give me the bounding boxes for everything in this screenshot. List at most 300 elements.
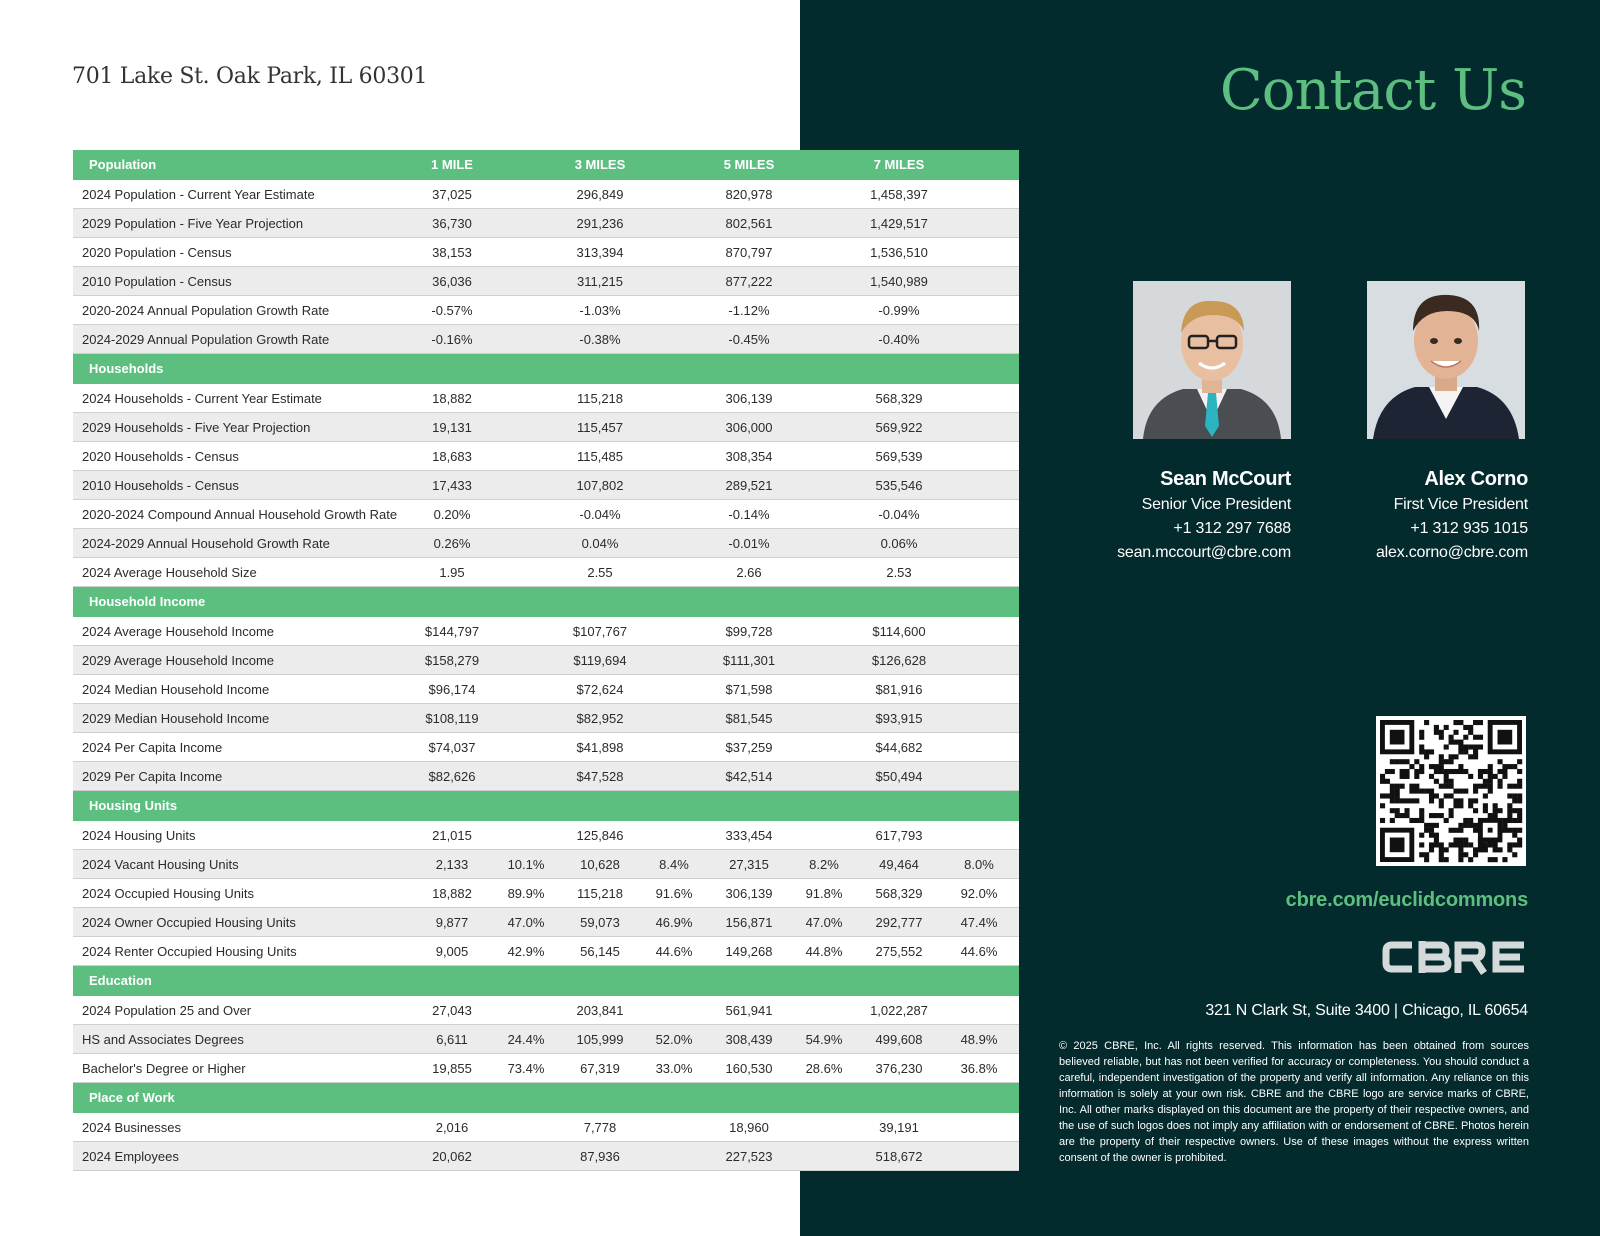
contact-photo-alex-corno: [1367, 281, 1525, 439]
table-row: [73, 996, 1019, 1025]
cell-value: $93,915: [859, 704, 939, 733]
section-header-row: [73, 966, 1019, 996]
cell-percent: [491, 529, 561, 558]
cell-percent: [939, 996, 1019, 1025]
cell-percent: [789, 529, 859, 558]
cell-percent: 44.6%: [939, 937, 1019, 966]
cell-value: $114,600: [859, 617, 939, 646]
cell-percent: [491, 704, 561, 733]
contact-title: Contact Us: [1219, 58, 1526, 123]
table-row: [73, 908, 1019, 937]
cell-percent: [639, 1113, 709, 1142]
cell-value: 19,131: [413, 413, 491, 442]
cell-percent: [789, 704, 859, 733]
contact-title-text: First Vice President: [1393, 496, 1528, 513]
row-label: 2024 Housing Units: [73, 821, 413, 850]
cell-percent: 89.9%: [491, 879, 561, 908]
cell-percent: 92.0%: [939, 879, 1019, 908]
cell-percent: [639, 267, 709, 296]
cell-percent: [939, 267, 1019, 296]
table-row: [73, 879, 1019, 908]
row-label: 2024 Employees: [73, 1142, 413, 1171]
cell-value: 275,552: [859, 937, 939, 966]
cell-percent: [789, 558, 859, 587]
cell-percent: [491, 442, 561, 471]
cell-percent: [789, 442, 859, 471]
cell-value: 36,036: [413, 267, 491, 296]
cell-value: 296,849: [561, 180, 639, 209]
column-header: 5 MILES: [709, 150, 789, 180]
cell-percent: [491, 296, 561, 325]
demographics-table: [73, 150, 1019, 1171]
cell-value: 21,015: [413, 821, 491, 850]
cell-percent: [639, 646, 709, 675]
cell-percent: [939, 617, 1019, 646]
cell-value: $42,514: [709, 762, 789, 791]
cell-value: 569,922: [859, 413, 939, 442]
cell-value: 9,877: [413, 908, 491, 937]
cell-percent: [789, 296, 859, 325]
header-spacer: [789, 150, 859, 180]
row-label: 2029 Population - Five Year Projection: [73, 209, 413, 238]
cell-percent: [639, 471, 709, 500]
cell-value: 499,608: [859, 1025, 939, 1054]
cell-value: 38,153: [413, 238, 491, 267]
cell-value: 568,329: [859, 879, 939, 908]
cell-percent: [491, 384, 561, 413]
cell-value: 1.95: [413, 558, 491, 587]
cell-value: 227,523: [709, 1142, 789, 1171]
cell-value: $126,628: [859, 646, 939, 675]
cell-value: $44,682: [859, 733, 939, 762]
cell-value: 2,016: [413, 1113, 491, 1142]
qr-code-image: [1376, 716, 1526, 866]
cell-percent: [789, 238, 859, 267]
portrait-image: [1367, 281, 1525, 439]
cell-percent: [789, 384, 859, 413]
section-label: Households: [73, 354, 413, 384]
cell-value: 292,777: [859, 908, 939, 937]
row-label: 2024 Occupied Housing Units: [73, 879, 413, 908]
cell-value: -1.12%: [709, 296, 789, 325]
cell-percent: 8.4%: [639, 850, 709, 879]
cell-percent: [939, 413, 1019, 442]
cell-percent: [789, 762, 859, 791]
section-fill: [413, 587, 1019, 617]
row-label: 2010 Population - Census: [73, 267, 413, 296]
section-label: Education: [73, 966, 413, 996]
cell-percent: [939, 1113, 1019, 1142]
cell-percent: [789, 675, 859, 704]
cell-percent: 10.1%: [491, 850, 561, 879]
section-fill: [413, 966, 1019, 996]
cell-value: 105,999: [561, 1025, 639, 1054]
cell-value: 306,139: [709, 879, 789, 908]
cell-percent: [491, 675, 561, 704]
cell-percent: [639, 296, 709, 325]
cell-value: 87,936: [561, 1142, 639, 1171]
cell-percent: [789, 1113, 859, 1142]
cell-value: 107,802: [561, 471, 639, 500]
cell-value: $71,598: [709, 675, 789, 704]
cell-percent: [639, 762, 709, 791]
contact-card-sean-mccourt: [1117, 465, 1291, 565]
cell-value: 311,215: [561, 267, 639, 296]
cell-value: 125,846: [561, 821, 639, 850]
cell-percent: [491, 413, 561, 442]
website-link[interactable]: cbre.com/euclidcommons: [1285, 889, 1528, 911]
cell-percent: [939, 180, 1019, 209]
cell-value: 870,797: [709, 238, 789, 267]
table-row: [73, 267, 1019, 296]
cell-value: -0.38%: [561, 325, 639, 354]
cell-percent: 54.9%: [789, 1025, 859, 1054]
cell-value: 115,457: [561, 413, 639, 442]
table-row: [73, 850, 1019, 879]
cell-percent: [639, 617, 709, 646]
cell-value: 569,539: [859, 442, 939, 471]
cell-percent: 47.0%: [491, 908, 561, 937]
cell-percent: [491, 500, 561, 529]
cell-percent: 47.4%: [939, 908, 1019, 937]
cell-value: 518,672: [859, 1142, 939, 1171]
cell-value: 2,133: [413, 850, 491, 879]
cell-value: $119,694: [561, 646, 639, 675]
cell-value: 18,882: [413, 384, 491, 413]
cell-percent: [789, 471, 859, 500]
cell-percent: [491, 617, 561, 646]
cell-value: $81,916: [859, 675, 939, 704]
row-label: 2024 Per Capita Income: [73, 733, 413, 762]
cell-percent: [491, 733, 561, 762]
cell-value: $107,767: [561, 617, 639, 646]
cell-value: 306,000: [709, 413, 789, 442]
row-label: 2024 Households - Current Year Estimate: [73, 384, 413, 413]
cell-value: -0.16%: [413, 325, 491, 354]
section-label: Housing Units: [73, 791, 413, 821]
table-row: [73, 442, 1019, 471]
cell-value: 6,611: [413, 1025, 491, 1054]
row-label: 2020 Population - Census: [73, 238, 413, 267]
cell-value: 160,530: [709, 1054, 789, 1083]
cell-value: 1,540,989: [859, 267, 939, 296]
table-row: [73, 646, 1019, 675]
cell-percent: 91.8%: [789, 879, 859, 908]
cell-percent: 28.6%: [789, 1054, 859, 1083]
cell-percent: [939, 733, 1019, 762]
cell-percent: [639, 384, 709, 413]
row-label: 2029 Median Household Income: [73, 704, 413, 733]
cell-value: -0.01%: [709, 529, 789, 558]
cell-percent: [491, 646, 561, 675]
cell-percent: 46.9%: [639, 908, 709, 937]
row-label: 2024 Vacant Housing Units: [73, 850, 413, 879]
cell-value: 1,022,287: [859, 996, 939, 1025]
table-row: [73, 500, 1019, 529]
section-header-row: [73, 354, 1019, 384]
cell-value: $158,279: [413, 646, 491, 675]
cell-percent: 47.0%: [789, 908, 859, 937]
column-header: 1 MILE: [413, 150, 491, 180]
contact-photo-sean-mccourt: [1133, 281, 1291, 439]
cell-percent: [789, 617, 859, 646]
cell-percent: [639, 325, 709, 354]
table-row: [73, 704, 1019, 733]
cell-value: 877,222: [709, 267, 789, 296]
cell-value: 1,458,397: [859, 180, 939, 209]
column-header: 7 MILES: [859, 150, 939, 180]
cell-value: -0.57%: [413, 296, 491, 325]
contact-phone[interactable]: +1 312 935 1015: [1410, 520, 1528, 537]
row-label: Bachelor's Degree or Higher: [73, 1054, 413, 1083]
cell-percent: [639, 209, 709, 238]
cell-percent: 73.4%: [491, 1054, 561, 1083]
cell-percent: [491, 996, 561, 1025]
cell-value: 49,464: [859, 850, 939, 879]
cell-value: 115,485: [561, 442, 639, 471]
row-label: 2010 Households - Census: [73, 471, 413, 500]
cell-value: $72,624: [561, 675, 639, 704]
cell-percent: 42.9%: [491, 937, 561, 966]
cell-value: -0.04%: [561, 500, 639, 529]
contact-card-alex-corno: [1376, 465, 1528, 565]
cell-value: 308,439: [709, 1025, 789, 1054]
row-label: 2024 Population 25 and Over: [73, 996, 413, 1025]
cell-value: 39,191: [859, 1113, 939, 1142]
cell-value: 59,073: [561, 908, 639, 937]
contact-name: Sean McCourt: [1160, 468, 1291, 490]
cell-value: 19,855: [413, 1054, 491, 1083]
cell-value: $81,545: [709, 704, 789, 733]
cell-percent: [939, 529, 1019, 558]
cell-percent: [789, 267, 859, 296]
cell-percent: [491, 238, 561, 267]
table-row: [73, 675, 1019, 704]
cell-percent: [639, 1142, 709, 1171]
table-row: [73, 238, 1019, 267]
cell-value: 2.55: [561, 558, 639, 587]
cell-percent: [491, 821, 561, 850]
cell-value: 306,139: [709, 384, 789, 413]
cbre-logo: [1382, 937, 1528, 982]
cell-value: 0.04%: [561, 529, 639, 558]
cell-value: $82,952: [561, 704, 639, 733]
cell-value: 10,628: [561, 850, 639, 879]
cell-value: 115,218: [561, 879, 639, 908]
row-label: 2024 Renter Occupied Housing Units: [73, 937, 413, 966]
cell-percent: [789, 413, 859, 442]
cell-percent: 44.6%: [639, 937, 709, 966]
cell-value: 36,730: [413, 209, 491, 238]
header-spacer: [491, 150, 561, 180]
section-label: Population: [73, 150, 413, 180]
cell-value: -0.40%: [859, 325, 939, 354]
cell-value: 376,230: [859, 1054, 939, 1083]
contact-email[interactable]: alex.corno@cbre.com: [1375, 544, 1528, 561]
property-address: 701 Lake St. Oak Park, IL 60301: [72, 64, 428, 89]
cell-value: 333,454: [709, 821, 789, 850]
section-fill: [413, 791, 1019, 821]
cell-value: $99,728: [709, 617, 789, 646]
cbre-logo-mark: [1382, 937, 1528, 977]
cell-percent: [789, 209, 859, 238]
cell-percent: [939, 821, 1019, 850]
cell-percent: [639, 238, 709, 267]
contact-phone[interactable]: +1 312 297 7688: [1173, 520, 1291, 537]
cell-value: 535,546: [859, 471, 939, 500]
table-row: [73, 1113, 1019, 1142]
contact-title-text: Senior Vice President: [1141, 496, 1291, 513]
row-label: 2024-2029 Annual Household Growth Rate: [73, 529, 413, 558]
cell-value: $47,528: [561, 762, 639, 791]
cell-value: 149,268: [709, 937, 789, 966]
cell-value: 561,941: [709, 996, 789, 1025]
cell-value: 56,145: [561, 937, 639, 966]
section-label: Place of Work: [73, 1083, 413, 1113]
cell-percent: [789, 821, 859, 850]
cell-percent: [939, 384, 1019, 413]
cell-percent: [939, 209, 1019, 238]
cell-value: -0.14%: [709, 500, 789, 529]
cell-percent: [491, 180, 561, 209]
cell-percent: 91.6%: [639, 879, 709, 908]
cell-percent: [639, 180, 709, 209]
cell-percent: [939, 675, 1019, 704]
table-row: [73, 1025, 1019, 1054]
row-label: 2024 Average Household Income: [73, 617, 413, 646]
cell-value: 313,394: [561, 238, 639, 267]
cell-percent: 8.2%: [789, 850, 859, 879]
cell-percent: [789, 733, 859, 762]
section-header-row: [73, 791, 1019, 821]
table-row: [73, 384, 1019, 413]
section-header-row: [73, 150, 1019, 180]
cell-value: $50,494: [859, 762, 939, 791]
cell-value: 115,218: [561, 384, 639, 413]
table-row: [73, 471, 1019, 500]
table-row: [73, 733, 1019, 762]
cell-percent: [639, 442, 709, 471]
section-header-row: [73, 587, 1019, 617]
table-row: [73, 558, 1019, 587]
cell-percent: [789, 180, 859, 209]
table-row: [73, 1054, 1019, 1083]
row-label: 2029 Households - Five Year Projection: [73, 413, 413, 442]
cell-value: 291,236: [561, 209, 639, 238]
cell-value: 1,536,510: [859, 238, 939, 267]
cell-value: 17,433: [413, 471, 491, 500]
cell-percent: [789, 325, 859, 354]
row-label: 2024 Owner Occupied Housing Units: [73, 908, 413, 937]
legal-disclaimer: © 2025 CBRE, Inc. All rights reserved. This information has been obtained from sources believed reliable, but has not been verified for accuracy or completeness. You should conduct a careful, independent investigation of the property and verify all information. Any reliance on this information is solely at your own risk. CBRE and the CBRE logo are service marks of CBRE, Inc. All other marks displayed on this document are the property of their respective owners, and the use of such logos does not imply any affiliation with or endorsement of CBRE. Photos herein are the property of their respective owners. Use of these images without the express written consent of the owner is prohibited.: [1059, 1040, 1529, 1164]
cell-percent: [491, 762, 561, 791]
cell-percent: 52.0%: [639, 1025, 709, 1054]
row-label: 2029 Per Capita Income: [73, 762, 413, 791]
table-row: [73, 762, 1019, 791]
row-label: 2020-2024 Annual Population Growth Rate: [73, 296, 413, 325]
table-row: [73, 529, 1019, 558]
cell-percent: [939, 500, 1019, 529]
cell-value: 308,354: [709, 442, 789, 471]
table-row: [73, 1142, 1019, 1171]
cell-percent: [491, 325, 561, 354]
cell-value: 289,521: [709, 471, 789, 500]
cell-value: $108,119: [413, 704, 491, 733]
cell-value: 18,882: [413, 879, 491, 908]
cell-percent: [939, 1142, 1019, 1171]
cell-value: 9,005: [413, 937, 491, 966]
cell-percent: [789, 1142, 859, 1171]
cell-percent: 48.9%: [939, 1025, 1019, 1054]
table-row: [73, 821, 1019, 850]
cell-percent: [639, 413, 709, 442]
cell-percent: [639, 733, 709, 762]
cell-value: 18,683: [413, 442, 491, 471]
cell-value: 568,329: [859, 384, 939, 413]
cell-value: $41,898: [561, 733, 639, 762]
row-label: 2020 Households - Census: [73, 442, 413, 471]
row-label: HS and Associates Degrees: [73, 1025, 413, 1054]
cell-value: 2.66: [709, 558, 789, 587]
cell-percent: [491, 267, 561, 296]
row-label: 2024 Population - Current Year Estimate: [73, 180, 413, 209]
cell-value: $144,797: [413, 617, 491, 646]
row-label: 2029 Average Household Income: [73, 646, 413, 675]
office-address: 321 N Clark St, Suite 3400 | Chicago, IL 60654: [1205, 1002, 1528, 1019]
section-label: Household Income: [73, 587, 413, 617]
cell-percent: 33.0%: [639, 1054, 709, 1083]
cell-value: $37,259: [709, 733, 789, 762]
cell-percent: 24.4%: [491, 1025, 561, 1054]
cell-percent: [939, 296, 1019, 325]
cell-value: 27,043: [413, 996, 491, 1025]
cell-value: 1,429,517: [859, 209, 939, 238]
cell-percent: 44.8%: [789, 937, 859, 966]
cell-value: $74,037: [413, 733, 491, 762]
cell-percent: [639, 704, 709, 733]
cell-value: 617,793: [859, 821, 939, 850]
row-label: 2024 Businesses: [73, 1113, 413, 1142]
cell-value: 67,319: [561, 1054, 639, 1083]
table-row: [73, 413, 1019, 442]
cell-percent: [639, 500, 709, 529]
cell-value: 802,561: [709, 209, 789, 238]
table-row: [73, 325, 1019, 354]
contact-email[interactable]: sean.mccourt@cbre.com: [1117, 544, 1291, 561]
portrait-image: [1133, 281, 1291, 439]
cell-value: -0.45%: [709, 325, 789, 354]
cell-value: 0.26%: [413, 529, 491, 558]
qr-code[interactable]: [1376, 716, 1526, 866]
table-row: [73, 180, 1019, 209]
table-row: [73, 296, 1019, 325]
cell-percent: [639, 558, 709, 587]
cell-value: 0.20%: [413, 500, 491, 529]
row-label: 2024 Median Household Income: [73, 675, 413, 704]
cell-value: 27,315: [709, 850, 789, 879]
cell-percent: [939, 762, 1019, 791]
cell-percent: [939, 238, 1019, 267]
cell-value: -0.04%: [859, 500, 939, 529]
cell-percent: [639, 996, 709, 1025]
cell-percent: [491, 209, 561, 238]
table-row: [73, 209, 1019, 238]
section-header-row: [73, 1083, 1019, 1113]
row-label: 2024 Average Household Size: [73, 558, 413, 587]
table-row: [73, 617, 1019, 646]
cell-value: 203,841: [561, 996, 639, 1025]
cell-value: $111,301: [709, 646, 789, 675]
